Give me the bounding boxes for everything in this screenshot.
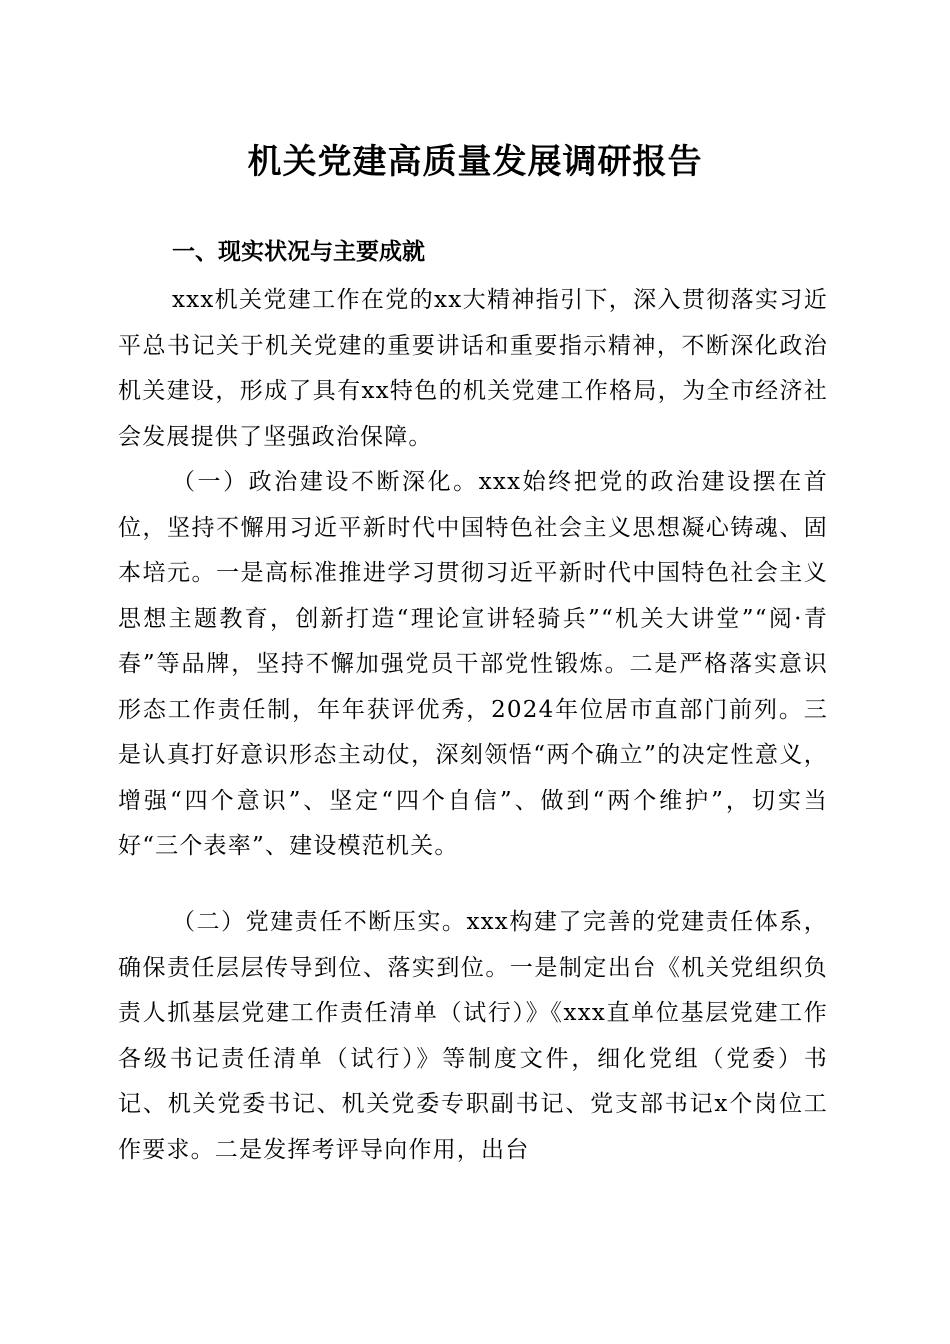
document-title: 机关党建高质量发展调研报告	[247, 142, 703, 182]
subsection-heading: （二）党建责任不断压实。	[172, 909, 467, 935]
paragraph-body: xxx构建了完善的党建责任体系，确保责任层层传导到位、落实到位。一是制定出台《机关党组织负责人抓基层党建工作责任清单（试行）》《xxx直单位基层党建工作各级书记责任清单（试行）》等制度文件，细化党组（党委）书记、机关党委书记、机关党委专职副书记、党支部书记x个岗位工作要求。二是发挥考评导向作用，出台	[118, 909, 828, 1163]
paragraph-body: xxx始终把党的政治建设摆在首位，坚持不懈用习近平新时代中国特色社会主义思想凝心铸魂、固本培元。一是高标准推进学习贯彻习近平新时代中国特色社会主义思想主题教育，创新打造“理论宣讲轻骑兵”“机关大讲堂”“阅·青春”等品牌，坚持不懈加强党员干部党性锻炼。二是严格落实意识形态工作责任制，年年获评优秀，2024年位居市直部门前列。三是认真打好意识形态主动仗，深刻领悟“两个确立”的决定性意义，增强“四个意识”、坚定“四个自信”、做到“两个维护”，切实当好“三个表率”、建设模范机关。	[118, 469, 828, 859]
section-heading: 一、现实状况与主要成就	[172, 239, 425, 265]
paragraph-party-responsibility	[118, 900, 828, 1173]
paragraph-political-building	[118, 460, 828, 870]
paragraph-intro: xxx机关党建工作在党的xx大精神指引下，深入贯彻落实习近平总书记关于机关党建的重要讲话和重要指示精神，不断深化政治机关建设，形成了具有xx特色的机关党建工作格局，为全市经济社会发展提供了坚强政治保障。	[118, 287, 828, 450]
subsection-heading: （一）政治建设不断深化。	[172, 469, 479, 495]
